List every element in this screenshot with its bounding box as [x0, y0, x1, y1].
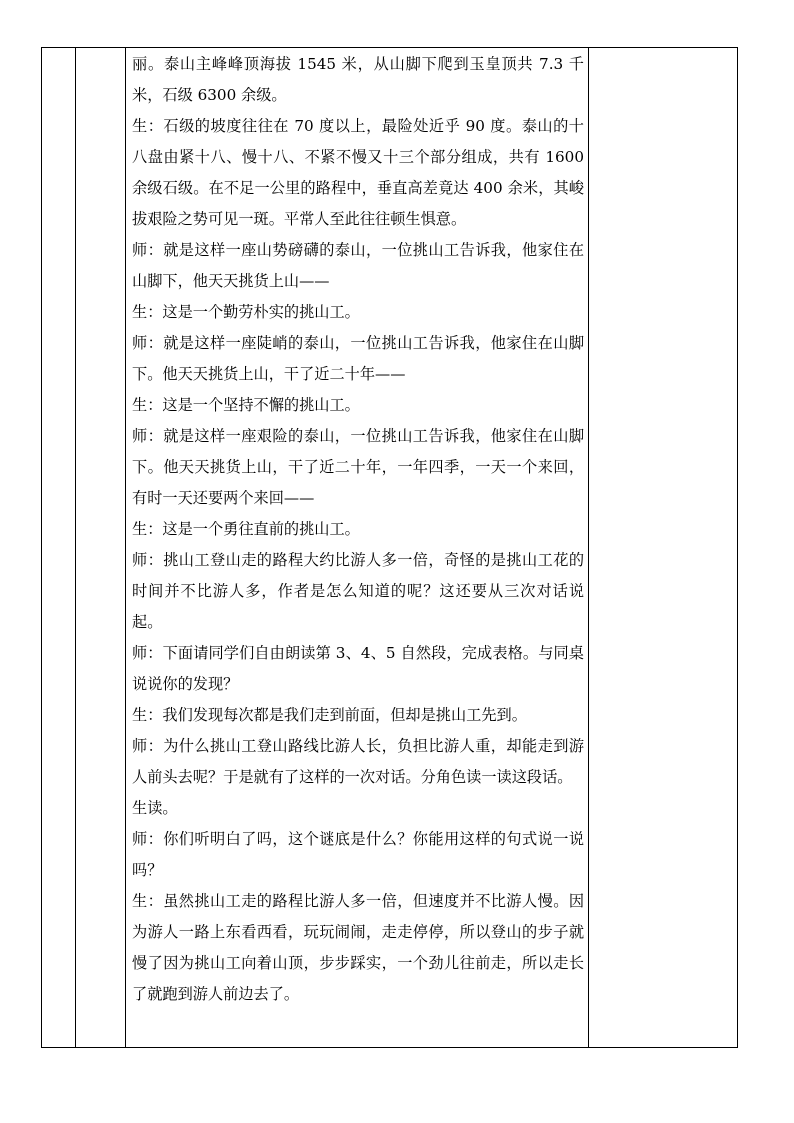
column-divider — [125, 48, 126, 1047]
paragraph: 师：下面请同学们自由朗读第 3、4、5 自然段，完成表格。与同桌说说你的发现？ — [132, 644, 584, 693]
column-divider — [75, 48, 76, 1047]
paragraph: 生：我们发现每次都是我们走到前面，但却是挑山工先到。 — [132, 706, 527, 724]
paragraph: 生读。 — [132, 799, 178, 817]
paragraph: 师：为什么挑山工登山路线比游人长，负担比游人重，却能走到游人前头去呢？于是就有了这样的一次对话。分角色读一读这段话。 — [132, 737, 584, 786]
paragraph: 师：你们听明白了吗，这个谜底是什么？你能用这样的句式说一说吗？ — [132, 830, 584, 879]
paragraph: 生：这是一个勤劳朴实的挑山工。 — [132, 303, 360, 321]
lesson-dialogue — [132, 49, 584, 1010]
column-divider — [588, 48, 589, 1047]
paragraph: 师：挑山工登山走的路程大约比游人多一倍，奇怪的是挑山工花的时间并不比游人多，作者是怎么知道的呢？这还要从三次对话说起。 — [132, 551, 584, 631]
paragraph: 生：石级的坡度往往在 70 度以上，最险处近乎 90 度。泰山的十八盘由紧十八、慢十八、不紧不慢又十三个部分组成，共有 1600 余级石级。在不足一公里的路程中，垂直高差竟达 400 余米，其峻拔艰险之势可见一斑。平常人至此往往顿生惧意。 — [132, 117, 584, 228]
paragraph: 师：就是这样一座陡峭的泰山，一位挑山工告诉我，他家住在山脚下。他天天挑货上山，干了近二十年—— — [132, 334, 584, 383]
paragraph: 师：就是这样一座山势磅礴的泰山，一位挑山工告诉我，他家住在山脚下，他天天挑货上山—— — [132, 241, 584, 290]
paragraph: 生：这是一个勇往直前的挑山工。 — [132, 520, 360, 538]
paragraph: 丽。泰山主峰峰顶海拔 1545 米，从山脚下爬到玉皇顶共 7.3 千米，石级 6300 余级。 — [132, 55, 584, 104]
paragraph: 师：就是这样一座艰险的泰山，一位挑山工告诉我，他家住在山脚下。他天天挑货上山，干了近二十年，一年四季，一天一个来回，有时一天还要两个来回—— — [132, 427, 584, 507]
paragraph: 生：虽然挑山工走的路程比游人多一倍，但速度并不比游人慢。因为游人一路上东看西看，玩玩闹闹，走走停停，所以登山的步子就慢了因为挑山工向着山顶，步步踩实，一个劲儿往前走，所以走长了就跑到游人前边去了。 — [132, 892, 584, 1003]
paragraph: 生：这是一个坚持不懈的挑山工。 — [132, 396, 360, 414]
